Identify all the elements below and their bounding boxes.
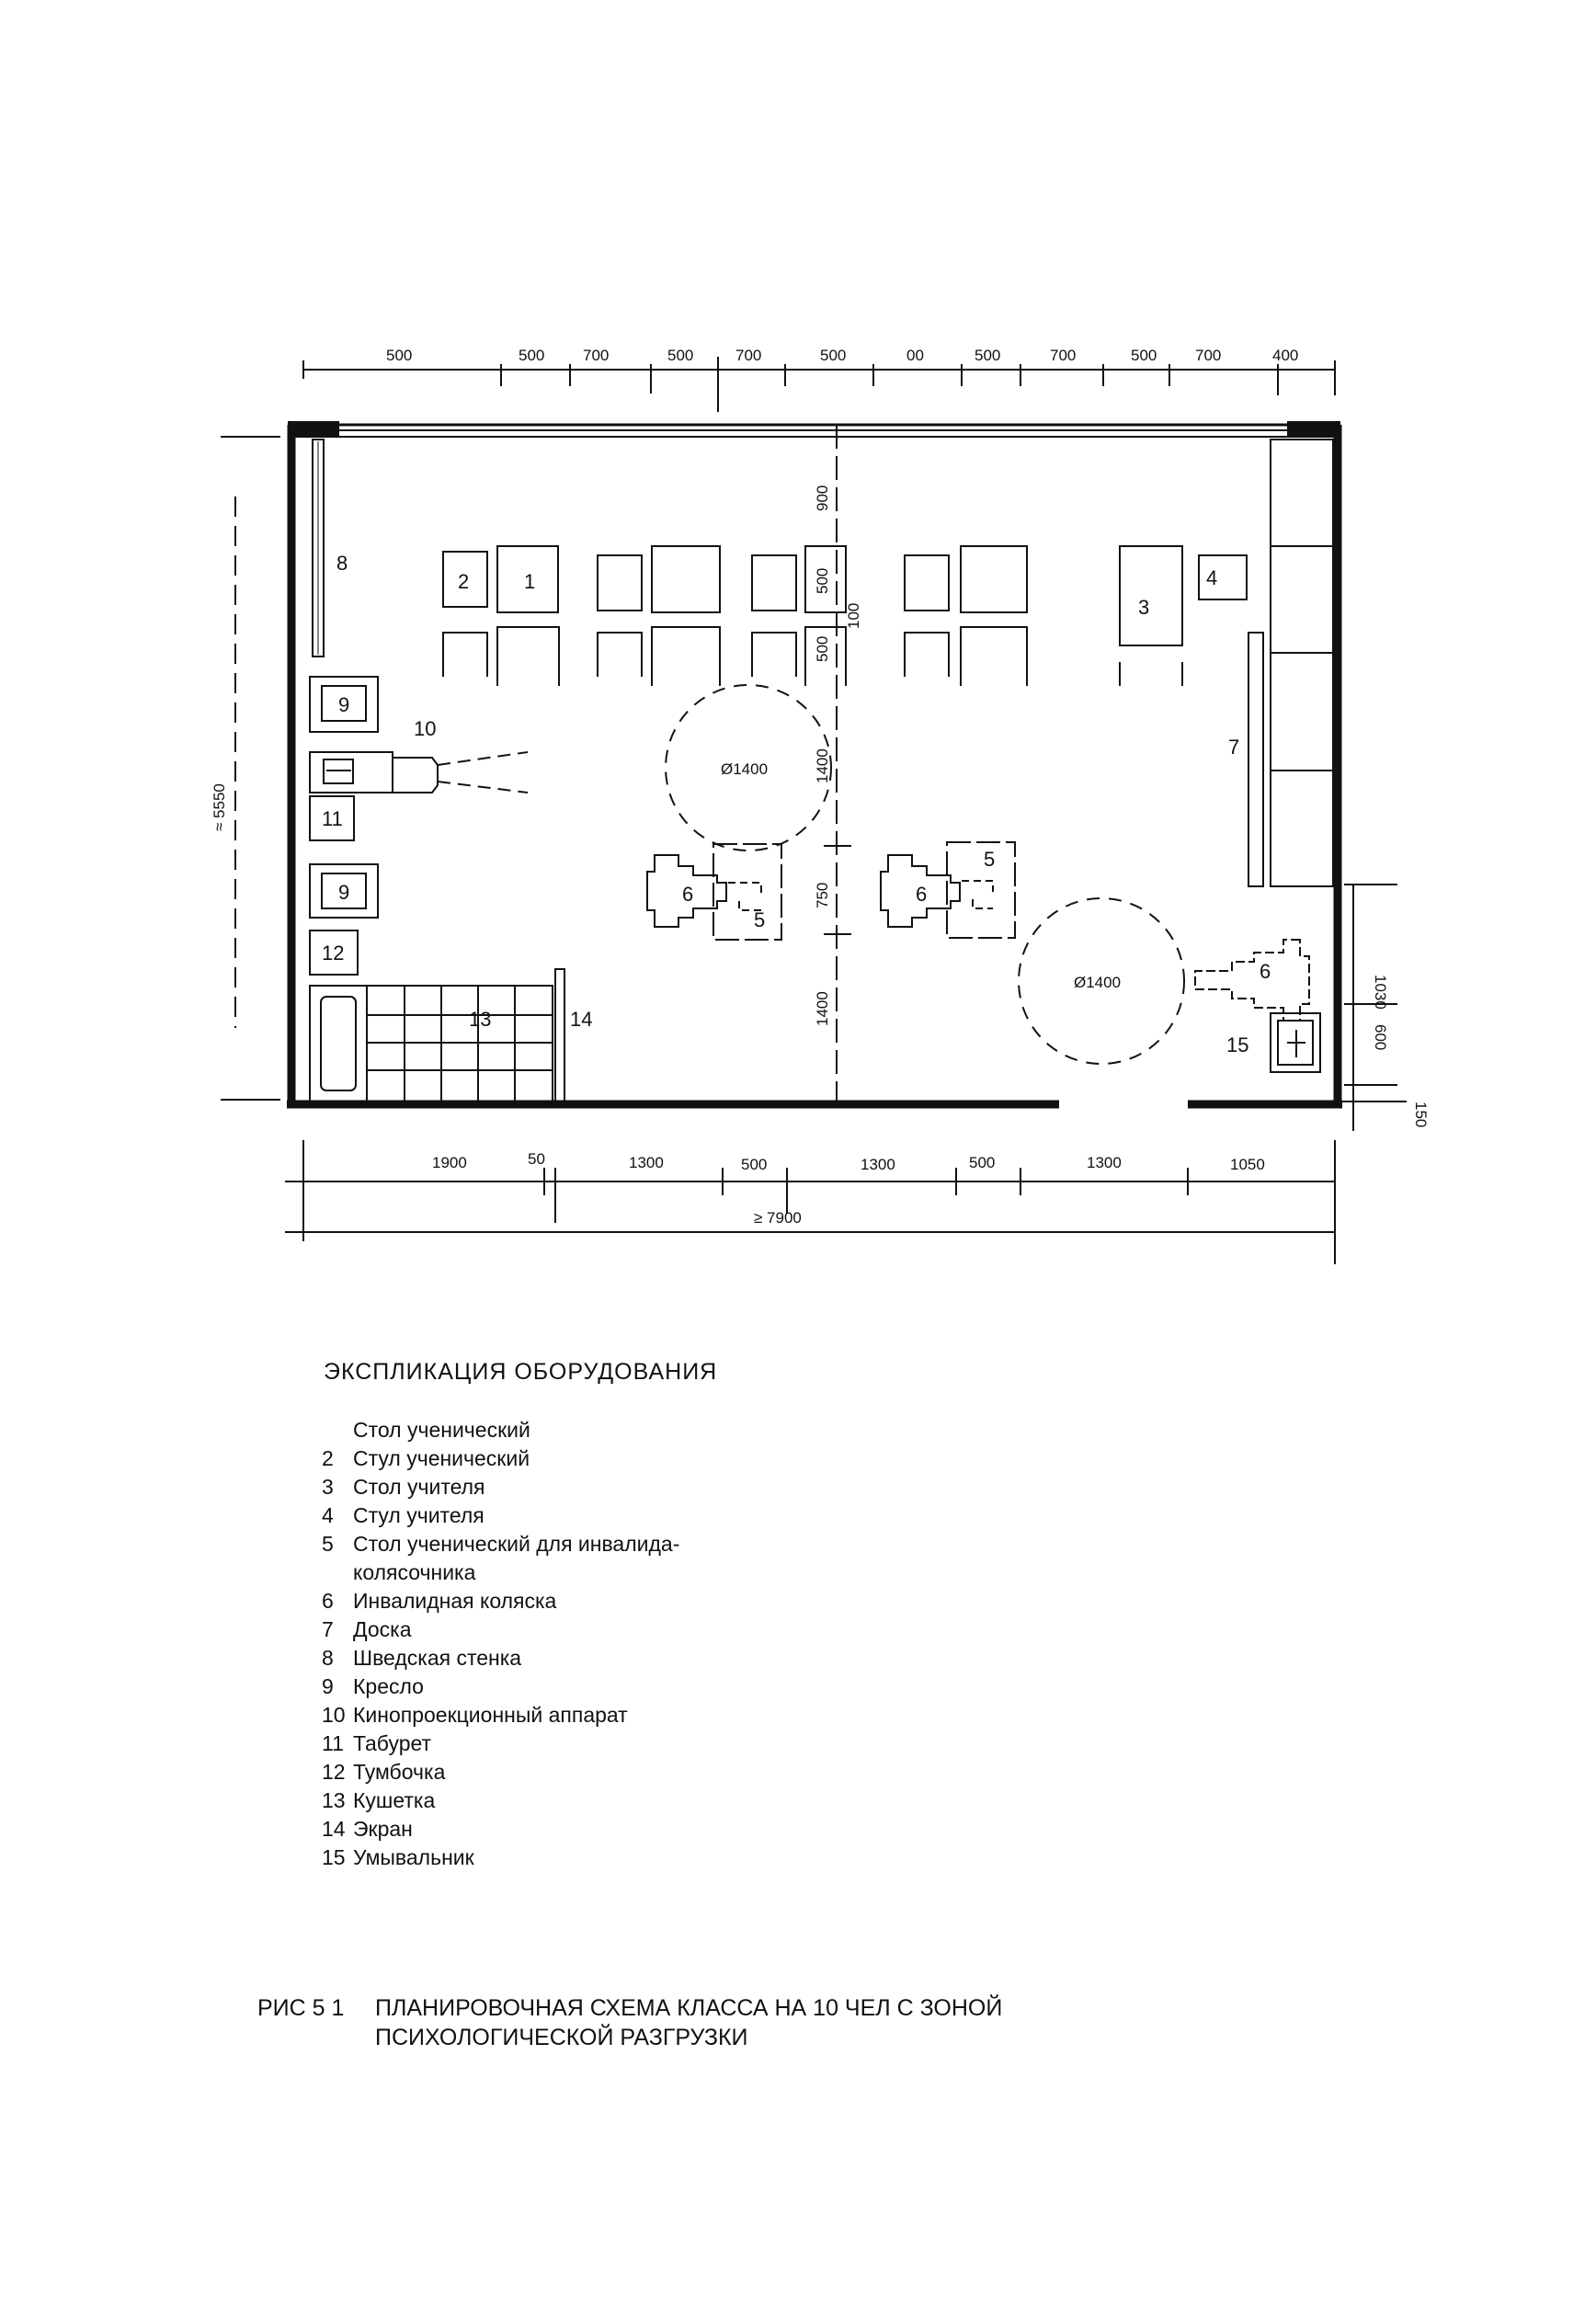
dim-label: 400 bbox=[1272, 347, 1299, 364]
legend-item: 12 Тумбочка bbox=[322, 1760, 446, 1784]
right-cabinets bbox=[1271, 440, 1333, 886]
legend-item: 4 Стул учителя bbox=[322, 1503, 484, 1527]
dim-label: 700 bbox=[583, 347, 610, 364]
dim-total-label: ≥ 7900 bbox=[754, 1209, 802, 1227]
middle-dim-labels bbox=[814, 485, 862, 1026]
dim-label: 500 bbox=[1131, 347, 1157, 364]
dim-label: 100 bbox=[845, 602, 862, 629]
item-number: 10 bbox=[414, 717, 437, 740]
dim-left-label: ≈ 5550 bbox=[211, 783, 228, 831]
figure-number: РИС 5 1 bbox=[257, 1995, 345, 2021]
item-number: 3 bbox=[1138, 596, 1150, 619]
circle-label: Ø1400 bbox=[721, 760, 769, 778]
caption-line-2: ПСИХОЛОГИЧЕСКОЙ РАЗГРУЗКИ bbox=[375, 2025, 748, 2050]
dim-label: 500 bbox=[667, 347, 694, 364]
item-number: 5 bbox=[984, 848, 996, 871]
item-number: 6 bbox=[682, 883, 694, 906]
item-number: 6 bbox=[916, 883, 928, 906]
item-number: 5 bbox=[754, 908, 766, 931]
item-number: 13 bbox=[469, 1008, 492, 1031]
item-number: 6 bbox=[1260, 960, 1271, 983]
dim-label: 50 bbox=[528, 1150, 545, 1168]
caption-line-1: ПЛАНИРОВОЧНАЯ СХЕМА КЛАССА НА 10 ЧЕЛ С ЗОНОЙ bbox=[375, 1995, 1003, 2021]
legend-item: 11 Табурет bbox=[322, 1731, 432, 1755]
item-number: 2 bbox=[458, 570, 470, 593]
legend-item: 9 Кресло bbox=[322, 1674, 424, 1698]
item-numbers bbox=[322, 552, 1271, 1056]
item-number: 12 bbox=[322, 942, 345, 965]
legend-item: 8 Шведская стенка bbox=[322, 1646, 522, 1670]
item-number: 4 bbox=[1206, 566, 1218, 589]
dim-label: 500 bbox=[519, 347, 545, 364]
dim-label: 150 bbox=[1412, 1102, 1430, 1128]
dim-label: 500 bbox=[741, 1156, 768, 1173]
dim-label: 500 bbox=[814, 567, 831, 594]
legend-list bbox=[322, 1416, 679, 1872]
item-number: 1 bbox=[524, 570, 536, 593]
item-number: 7 bbox=[1228, 736, 1240, 759]
dim-label: 700 bbox=[1050, 347, 1077, 364]
dim-label: 00 bbox=[906, 347, 924, 364]
legend-item: 2 Стул ученический bbox=[322, 1446, 530, 1470]
circle-label: Ø1400 bbox=[1074, 974, 1122, 991]
figure-caption bbox=[257, 1993, 1002, 2052]
wheelchair-right bbox=[1195, 940, 1309, 1021]
dim-label: 500 bbox=[820, 347, 847, 364]
legend-item: 14 Экран bbox=[322, 1817, 413, 1841]
item-number: 8 bbox=[336, 552, 348, 575]
item-number: 15 bbox=[1226, 1033, 1249, 1056]
dim-label: 900 bbox=[814, 485, 831, 511]
top-dim-labels bbox=[386, 347, 1298, 364]
dim-label: 500 bbox=[814, 635, 831, 662]
legend-item: 6 Инвалидная коляска bbox=[322, 1589, 557, 1613]
dim-label: 1300 bbox=[861, 1156, 895, 1173]
legend-title: ЭКСПЛИКАЦИЯ ОБОРУДОВАНИЯ bbox=[324, 1359, 718, 1385]
dim-label: 700 bbox=[735, 347, 762, 364]
item-number: 11 bbox=[322, 807, 343, 830]
dim-label: 1050 bbox=[1230, 1156, 1265, 1173]
legend-item: 13 Кушетка bbox=[322, 1788, 436, 1812]
legend-item: 5 Стол ученический для инвалида- bbox=[322, 1532, 680, 1556]
item-number: 9 bbox=[338, 693, 350, 716]
legend-item: 7 Доска bbox=[322, 1617, 412, 1641]
legend-item: 15 Умывальник bbox=[322, 1845, 474, 1869]
board bbox=[1248, 633, 1263, 886]
dim-label: 750 bbox=[814, 882, 831, 908]
dim-label: 700 bbox=[1195, 347, 1222, 364]
dim-label: 1400 bbox=[814, 991, 831, 1026]
legend-item: Стол ученический bbox=[353, 1418, 530, 1442]
window-wall bbox=[288, 421, 1340, 437]
desk-row-2 bbox=[443, 627, 1182, 686]
top-dim-ticks bbox=[303, 357, 1335, 412]
dim-label: 500 bbox=[386, 347, 413, 364]
legend-item: 10 Кинопроекционный аппарат bbox=[322, 1703, 628, 1727]
legend-item: колясочника bbox=[353, 1560, 476, 1584]
bottom-dim-labels bbox=[432, 1150, 1265, 1227]
item-number: 14 bbox=[570, 1008, 593, 1031]
couch-area bbox=[310, 969, 564, 1102]
right-dim-labels bbox=[1372, 975, 1430, 1127]
legend-item: 3 Стол учителя bbox=[322, 1475, 485, 1499]
dim-label: 600 bbox=[1372, 1024, 1389, 1051]
dim-label: 500 bbox=[969, 1154, 996, 1171]
dim-label: 1300 bbox=[629, 1154, 664, 1171]
dim-label: 1030 bbox=[1372, 975, 1389, 1010]
item-number: 9 bbox=[338, 881, 350, 904]
dim-label: 1300 bbox=[1087, 1154, 1122, 1171]
dim-label: 1900 bbox=[432, 1154, 467, 1171]
dim-label: 500 bbox=[975, 347, 1001, 364]
dim-label: 1400 bbox=[814, 748, 831, 783]
